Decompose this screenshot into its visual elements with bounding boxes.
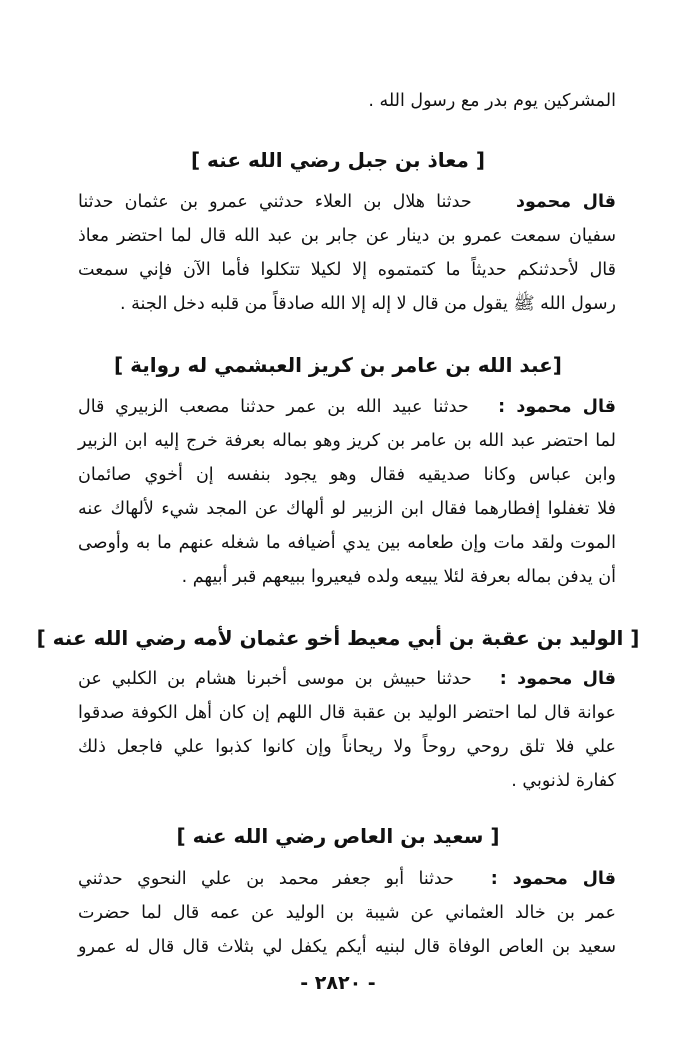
text-line: كفارة لذنوبي . [511,771,616,791]
text-line: وابن عباس وكانا صديقيه فقال وهو يجود بنفسه إن أخوي صائمان [78,465,616,485]
text-line: علي فلا تلق روحي روحاً ولا ريحاناً وإن كانوا كذبوا علي فاجعل ذلك [78,737,616,757]
text-line: الموت ولقد مات وإن طعامه بين يدي أضيافه ما شغله عنهم ما به وأوصى [78,533,616,553]
line-text: حدثنا حبيش بن موسى أخبرنا هشام بن الكلبي عن [78,669,472,689]
text-line: عوانة قال لما احتضر الوليد بن عقبة قال اللهم إن كان أهل الكوفة صدقوا [78,703,616,723]
page-number: - ٢٨٢٠ - [300,972,376,994]
text-line: سعيد بن العاص الوفاة قال لبنيه أيكم يكفل لي بثلاث قال قال له عمرو [78,937,616,957]
text-line [78,390,616,424]
section-heading: [عبد الله بن عامر بن كريز العبشمي له رواية ] [114,353,562,377]
text-line: سفيان سمعت عمرو بن دينار عن جابر بن عبد الله قال لما احتضر معاذ [78,226,616,246]
narrator-lead: قال محمود : [499,669,616,689]
section-heading: [ معاذ بن جبل رضي الله عنه ] [190,148,486,172]
narrator-lead: قال محمود [515,192,616,212]
text-line: فلا تغفلوا إفطارهما فقال ابن الزبير لو ألهاك عن المجد شيء لألهاك عنه [78,499,616,519]
line-text: حدثنا هلال بن العلاء حدثني عمرو بن عثمان حدثنا [78,192,472,212]
text-line: عمر بن خالد العثماني عن شيبة بن الوليد عن عمه قال لما حضرت [78,903,616,923]
text-line: قال لأحدثنكم حديثاً ما كتمتموه إلا لكيلا تتكلوا فأما الآن فإني سمعت [78,260,616,280]
narrator-lead: قال محمود : [498,397,616,417]
text-line: لما احتضر عبد الله بن عامر بن كريز وهو بماله بعرفة خرج إليه ابن الزبير [78,431,616,451]
text-line: رسول الله ﷺ يقول من قال لا إله إلا الله صادقاً من قلبه دخل الجنة . [120,294,616,314]
text-line [78,185,616,219]
text-line [78,662,616,696]
text-line [78,84,616,118]
section-heading: [ الوليد بن عقبة بن أبي معيط أخو عثمان لأمه رضي الله عنه ] [36,626,640,650]
narrator-lead: قال محمود : [490,869,616,889]
text-line [78,862,616,896]
section-heading: [ سعيد بن العاص رضي الله عنه ] [176,824,500,848]
line-text: المشركين يوم بدر مع رسول الله . [368,91,616,111]
line-text: حدثنا عبيد الله بن عمر حدثنا مصعب الزبيري قال [78,397,469,417]
line-text: حدثنا أبو جعفر محمد بن علي النحوي حدثني [78,869,454,889]
text-line: أن يدفن بماله بعرفة لئلا يبيعه ولده فيعيروا ببيعهم قبر أبيهم . [181,567,616,587]
